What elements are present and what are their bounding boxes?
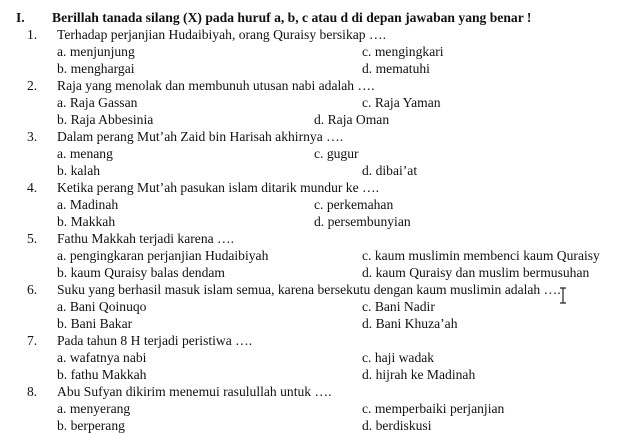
question-item	[0, 179, 637, 196]
option-a: a. Bani Qoinuqo	[57, 299, 147, 314]
option-c: c. perkemahan	[314, 197, 394, 212]
option-row	[0, 349, 637, 366]
instruction-text: Berillah tanada silang (X) pada huruf a, b, c atau d di depan jawaban yang benar !	[52, 10, 532, 25]
option-b: b. Makkah	[57, 214, 116, 229]
option-d: d. mematuhi	[362, 61, 430, 76]
option-row	[0, 162, 637, 179]
question-item	[0, 383, 637, 400]
option-a: a. menjunjung	[57, 44, 135, 59]
option-row	[0, 366, 637, 383]
option-a: a. pengingkaran perjanjian Hudaibiyah	[57, 248, 269, 263]
section-numeral: I.	[16, 10, 25, 25]
option-d: d. Raja Oman	[314, 112, 390, 127]
question-number: 6.	[27, 282, 38, 297]
option-row	[0, 417, 637, 434]
question-item	[0, 281, 637, 298]
option-b: b. fathu Makkah	[57, 367, 147, 382]
option-row	[0, 196, 637, 213]
option-b: b. berperang	[57, 418, 125, 433]
option-a: a. Madinah	[57, 197, 119, 212]
question-item	[0, 77, 637, 94]
option-row	[0, 94, 637, 111]
question-number: 4.	[27, 180, 38, 195]
question-text: Pada tahun 8 H terjadi peristiwa ….	[57, 333, 253, 348]
option-row	[0, 400, 637, 417]
option-d: d. dibai’at	[362, 163, 418, 178]
option-a: a. menang	[57, 146, 113, 161]
question-item	[0, 128, 637, 145]
option-d: d. kaum Quraisy dan muslim bermusuhan	[362, 265, 590, 280]
option-c: c. kaum muslimin membenci kaum Quraisy	[362, 248, 600, 263]
question-number: 2.	[27, 78, 38, 93]
text-cursor-icon	[559, 287, 567, 304]
option-row	[0, 315, 637, 332]
question-item	[0, 26, 637, 43]
option-a: a. menyerang	[57, 401, 131, 416]
question-text: Raja yang menolak dan membunuh utusan nabi adalah ….	[57, 78, 375, 93]
option-b: b. menghargai	[57, 61, 135, 76]
question-number: 7.	[27, 333, 38, 348]
option-row	[0, 60, 637, 77]
option-c: c. gugur	[314, 146, 359, 161]
option-row	[0, 247, 637, 264]
question-text: Abu Sufyan dikirim menemui rasulullah untuk ….	[57, 384, 332, 399]
question-item	[0, 230, 637, 247]
option-d: d. hijrah ke Madinah	[362, 367, 476, 382]
option-c: c. Bani Nadir	[362, 299, 435, 314]
option-b: b. Bani Bakar	[57, 316, 133, 331]
option-row	[0, 43, 637, 60]
option-c: c. Raja Yaman	[362, 95, 441, 110]
document-page	[0, 9, 637, 434]
question-text: Dalam perang Mut’ah Zaid bin Harisah akhirnya ….	[57, 129, 344, 144]
option-c: c. haji wadak	[362, 350, 435, 365]
question-list	[0, 26, 637, 434]
instruction-heading	[0, 9, 637, 26]
option-b: b. kaum Quraisy balas dendam	[57, 265, 225, 280]
question-number: 1.	[27, 27, 38, 42]
question-number: 5.	[27, 231, 38, 246]
option-d: d. persembunyian	[314, 214, 411, 229]
question-text: Ketika perang Mut’ah pasukan islam ditarik mundur ke ….	[57, 180, 380, 195]
question-text: Terhadap perjanjian Hudaibiyah, orang Quraisy bersikap ….	[57, 27, 386, 42]
option-b: b. Raja Abbesinia	[57, 112, 154, 127]
option-d: d. berdiskusi	[362, 418, 432, 433]
option-a: a. Raja Gassan	[57, 95, 138, 110]
option-row	[0, 111, 637, 128]
question-text: Fathu Makkah terjadi karena ….	[57, 231, 235, 246]
option-c: c. mengingkari	[362, 44, 444, 59]
option-c: c. memperbaiki perjanjian	[362, 401, 505, 416]
question-item	[0, 332, 637, 349]
option-a: a. wafatnya nabi	[57, 350, 147, 365]
question-text: Suku yang berhasil masuk islam semua, karena bersekutu dengan kaum muslimin adalah ….	[57, 282, 561, 297]
question-number: 8.	[27, 384, 38, 399]
option-d: d. Bani Khuza’ah	[362, 316, 458, 331]
option-b: b. kalah	[57, 163, 101, 178]
option-row	[0, 213, 637, 230]
question-number: 3.	[27, 129, 38, 144]
option-row	[0, 298, 637, 315]
option-row	[0, 145, 637, 162]
option-row	[0, 264, 637, 281]
